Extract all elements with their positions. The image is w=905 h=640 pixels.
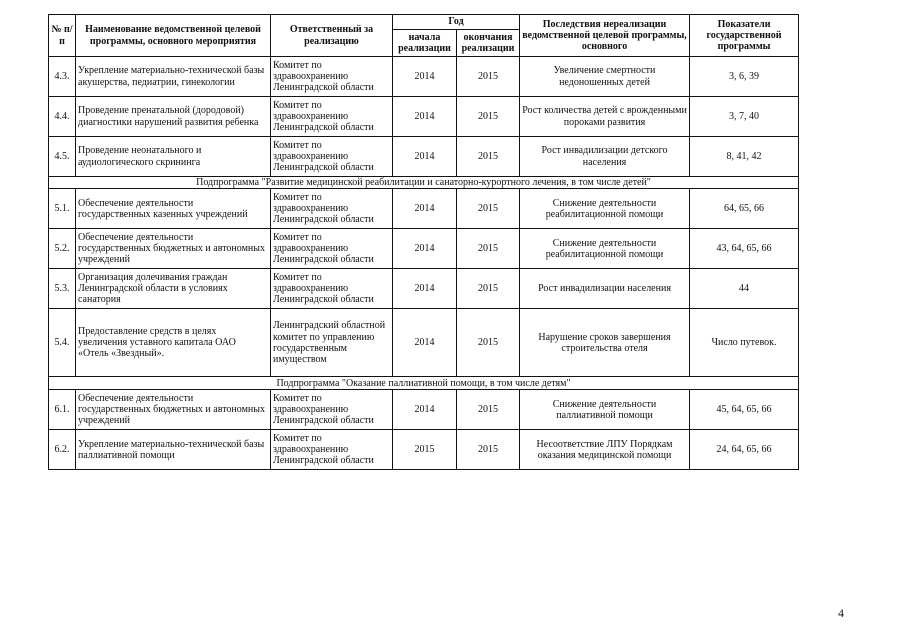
responsible-cell: Комитет по здравоохранению Ленинградской области	[271, 137, 393, 177]
measure-name-cell: Предоставление средств в целях увеличения уставного капитала ОАО «Отель «Звездный».	[76, 309, 271, 377]
col-header-indicators: Показатели государственной программы	[690, 15, 799, 57]
consequence-cell: Снижение деятельности реабилитационной помощи	[520, 229, 690, 269]
row-number-cell: 5.2.	[49, 229, 76, 269]
subprogram-title: Подпрограмма "Оказание паллиативной помощи, в том числе детям"	[49, 377, 799, 390]
measure-name-cell: Обеспечение деятельности государственных бюджетных и автономных учреждений	[76, 390, 271, 430]
consequence-cell: Нарушение сроков завершения строительства отеля	[520, 309, 690, 377]
subprogram-title: Подпрограмма "Развитие медицинской реабилитации и санаторно-курортного лечения, в том числе детей"	[49, 177, 799, 189]
consequence-cell: Рост количества детей с врожденными пороками развития	[520, 97, 690, 137]
col-header-num: № п/п	[49, 15, 76, 57]
indicators-cell: 3, 7, 40	[690, 97, 799, 137]
start-year-cell: 2014	[393, 269, 457, 309]
consequence-cell: Снижение деятельности паллиативной помощи	[520, 390, 690, 430]
consequence-cell: Рост инвадилизации детского населения	[520, 137, 690, 177]
col-header-start: начала реализации	[393, 30, 457, 57]
end-year-cell: 2015	[457, 97, 520, 137]
col-header-consequences: Последствия нереализации ведомственной целевой программы, основного	[520, 15, 690, 57]
table-row	[49, 97, 799, 137]
indicators-cell: Число путевок.	[690, 309, 799, 377]
consequence-cell: Несоответствие ЛПУ Порядкам оказания медицинской помощи	[520, 430, 690, 470]
col-header-name: Наименование ведомственной целевой программы, основного мероприятия	[76, 15, 271, 57]
indicators-cell: 45, 64, 65, 66	[690, 390, 799, 430]
row-number-cell: 4.3.	[49, 57, 76, 97]
start-year-cell: 2014	[393, 390, 457, 430]
row-number-cell: 4.4.	[49, 97, 76, 137]
col-header-end: окончания реализации	[457, 30, 520, 57]
indicators-cell: 43, 64, 65, 66	[690, 229, 799, 269]
responsible-cell: Комитет по здравоохранению Ленинградской области	[271, 97, 393, 137]
start-year-cell: 2014	[393, 229, 457, 269]
start-year-cell: 2014	[393, 189, 457, 229]
table-row	[49, 189, 799, 229]
end-year-cell: 2015	[457, 309, 520, 377]
table-row	[49, 269, 799, 309]
measure-name-cell: Укрепление материально-технической базы паллиативной помощи	[76, 430, 271, 470]
responsible-cell: Комитет по здравоохранению Ленинградской области	[271, 390, 393, 430]
indicators-cell: 24, 64, 65, 66	[690, 430, 799, 470]
start-year-cell: 2015	[393, 430, 457, 470]
responsible-cell: Комитет по здравоохранению Ленинградской области	[271, 269, 393, 309]
col-header-year: Год	[393, 15, 520, 30]
start-year-cell: 2014	[393, 137, 457, 177]
row-number-cell: 5.1.	[49, 189, 76, 229]
indicators-cell: 44	[690, 269, 799, 309]
table-row	[49, 57, 799, 97]
table-row	[49, 430, 799, 470]
responsible-cell: Ленинградский областной комитет по управлению государственным имуществом	[271, 309, 393, 377]
end-year-cell: 2015	[457, 57, 520, 97]
indicators-cell: 3, 6, 39	[690, 57, 799, 97]
table-row	[49, 309, 799, 377]
subprogram-heading-row	[49, 377, 799, 390]
row-number-cell: 5.3.	[49, 269, 76, 309]
start-year-cell: 2014	[393, 97, 457, 137]
page-number: 4	[838, 606, 844, 620]
consequence-cell: Увеличение смертности недоношенных детей	[520, 57, 690, 97]
responsible-cell: Комитет по здравоохранению Ленинградской области	[271, 189, 393, 229]
table-row	[49, 390, 799, 430]
end-year-cell: 2015	[457, 390, 520, 430]
table-row	[49, 229, 799, 269]
measure-name-cell: Организация долечивания граждан Ленинградской области в условиях санатория	[76, 269, 271, 309]
measure-name-cell: Проведение пренатальной (дородовой) диагностики нарушений развития ребенка	[76, 97, 271, 137]
row-number-cell: 6.1.	[49, 390, 76, 430]
responsible-cell: Комитет по здравоохранению Ленинградской области	[271, 57, 393, 97]
responsible-cell: Комитет по здравоохранению Ленинградской области	[271, 430, 393, 470]
responsible-cell: Комитет по здравоохранению Ленинградской области	[271, 229, 393, 269]
col-header-responsible: Ответственный за реализацию	[271, 15, 393, 57]
program-table	[48, 14, 799, 470]
table-body	[49, 57, 799, 470]
start-year-cell: 2014	[393, 309, 457, 377]
table-row	[49, 137, 799, 177]
indicators-cell: 64, 65, 66	[690, 189, 799, 229]
consequence-cell: Снижение деятельности реабилитационной помощи	[520, 189, 690, 229]
measure-name-cell: Проведение неонатального и аудиологического скрининга	[76, 137, 271, 177]
end-year-cell: 2015	[457, 137, 520, 177]
indicators-cell: 8, 41, 42	[690, 137, 799, 177]
end-year-cell: 2015	[457, 269, 520, 309]
measure-name-cell: Обеспечение деятельности государственных казенных учреждений	[76, 189, 271, 229]
end-year-cell: 2015	[457, 229, 520, 269]
row-number-cell: 5.4.	[49, 309, 76, 377]
subprogram-heading-row	[49, 177, 799, 189]
measure-name-cell: Укрепление материально-технической базы акушерства, педиатрии, гинекологии	[76, 57, 271, 97]
start-year-cell: 2014	[393, 57, 457, 97]
end-year-cell: 2015	[457, 430, 520, 470]
measure-name-cell: Обеспечение деятельности государственных бюджетных и автономных учреждений	[76, 229, 271, 269]
consequence-cell: Рост инвадилизации населения	[520, 269, 690, 309]
row-number-cell: 4.5.	[49, 137, 76, 177]
row-number-cell: 6.2.	[49, 430, 76, 470]
end-year-cell: 2015	[457, 189, 520, 229]
